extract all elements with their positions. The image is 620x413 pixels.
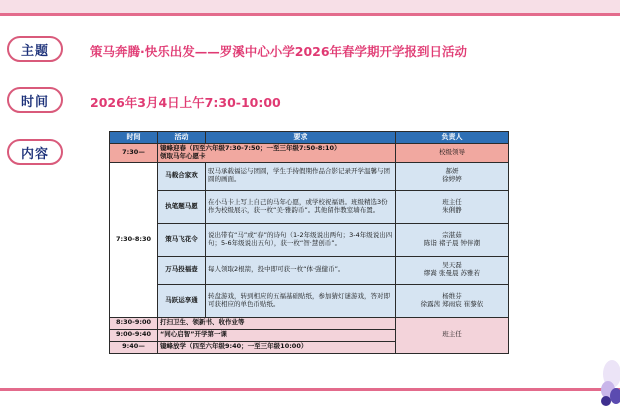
table-row bbox=[110, 317, 509, 329]
row3-person: 班主任 朱俐静 bbox=[396, 190, 509, 223]
flower-decoration-icon bbox=[598, 346, 620, 406]
event-date: 2026年3月4日上午7:30-10:00 bbox=[90, 95, 281, 110]
row5-activity: 万马投福壶 bbox=[158, 256, 206, 284]
time-label-pill bbox=[7, 87, 63, 113]
row7-activity: 打扫卫生、领新书、收作业等 bbox=[158, 317, 396, 329]
header-requirement: 要求 bbox=[206, 132, 396, 144]
row8-activity: “同心启智”开学第一课 bbox=[158, 329, 396, 341]
top-banner bbox=[0, 0, 620, 16]
table-header-row bbox=[110, 132, 509, 144]
header-person: 负责人 bbox=[396, 132, 509, 144]
row1-activity: 镜峰迎春（四至六年级7:30-7:50；一至三年级7:50-8:10） 领取马年心愿卡 bbox=[158, 144, 396, 163]
row8-time: 9:00-9:40 bbox=[110, 329, 158, 341]
bottom-rule bbox=[0, 388, 620, 391]
row7-time: 8:30-9:00 bbox=[110, 317, 158, 329]
content-label: 内容 bbox=[20, 146, 49, 162]
header-activity: 活动 bbox=[158, 132, 206, 144]
row5-requirement: 每人领取2根箭，投中即可获一枚“体·强健币”。 bbox=[206, 256, 396, 284]
event-title: 策马奔腾·快乐出发——罗溪中心小学2026年春学期开学报到日活动 bbox=[90, 44, 468, 59]
row5-person: 吴天磊 缪嵩 张曼晨 苏雅若 bbox=[396, 256, 509, 284]
row3-requirement: 在小马卡上写上自己的马年心愿，或学校祝福语。班级精选3份作为校级展示，获一枚“美·雅韵币”。其他留作教室墙布置。 bbox=[206, 190, 396, 223]
time-label: 时间 bbox=[20, 94, 49, 110]
header-time: 时间 bbox=[110, 132, 158, 144]
table-row bbox=[110, 190, 509, 223]
row4-person: 宗湛茹 陈诣 褚子晨 钟伴潮 bbox=[396, 223, 509, 256]
row1-person: 校级领导 bbox=[396, 144, 509, 163]
theme-label-pill bbox=[7, 36, 63, 62]
row6-activity: 马跃运享通 bbox=[158, 284, 206, 317]
block-time: 7:30-8:30 bbox=[110, 162, 158, 317]
row6-requirement: 转盘游戏，转到相应的五福基础贴纸，参加猜灯谜游戏，答对即可获相应的单色币贴纸。 bbox=[206, 284, 396, 317]
row8-person: 班主任 bbox=[396, 317, 509, 353]
row4-activity: 策马飞花令 bbox=[158, 223, 206, 256]
row3-activity: 执笔题马愿 bbox=[158, 190, 206, 223]
top-rule bbox=[0, 13, 620, 16]
row9-time: 9:40— bbox=[110, 341, 158, 353]
table-row bbox=[110, 162, 509, 190]
schedule-table bbox=[109, 131, 509, 354]
row1-time: 7:30— bbox=[110, 144, 158, 163]
theme-label: 主题 bbox=[20, 43, 49, 59]
content-label-pill bbox=[7, 139, 63, 165]
row6-person: 杨维芬 徐露茜 郑雨宸 崔黎依 bbox=[396, 284, 509, 317]
row2-requirement: 驭马承载福运与团圆，学生手持假期作品合影记录开学温馨与团圆的画面。 bbox=[206, 162, 396, 190]
row2-activity: 马载合家欢 bbox=[158, 162, 206, 190]
row9-activity: 镜峰放学（四至六年级9:40；一至三年级10:00） bbox=[158, 341, 396, 353]
table-row bbox=[110, 284, 509, 317]
table-row bbox=[110, 144, 509, 163]
row2-person: 郝妍 徐婷婷 bbox=[396, 162, 509, 190]
table-row bbox=[110, 223, 509, 256]
row4-requirement: 说出带有“马”或“春”的诗句（1-2年级说出两句；3-4年级说出四句；5-6年级说出五句），获一枚“智·慧创币”。 bbox=[206, 223, 396, 256]
table-row bbox=[110, 256, 509, 284]
